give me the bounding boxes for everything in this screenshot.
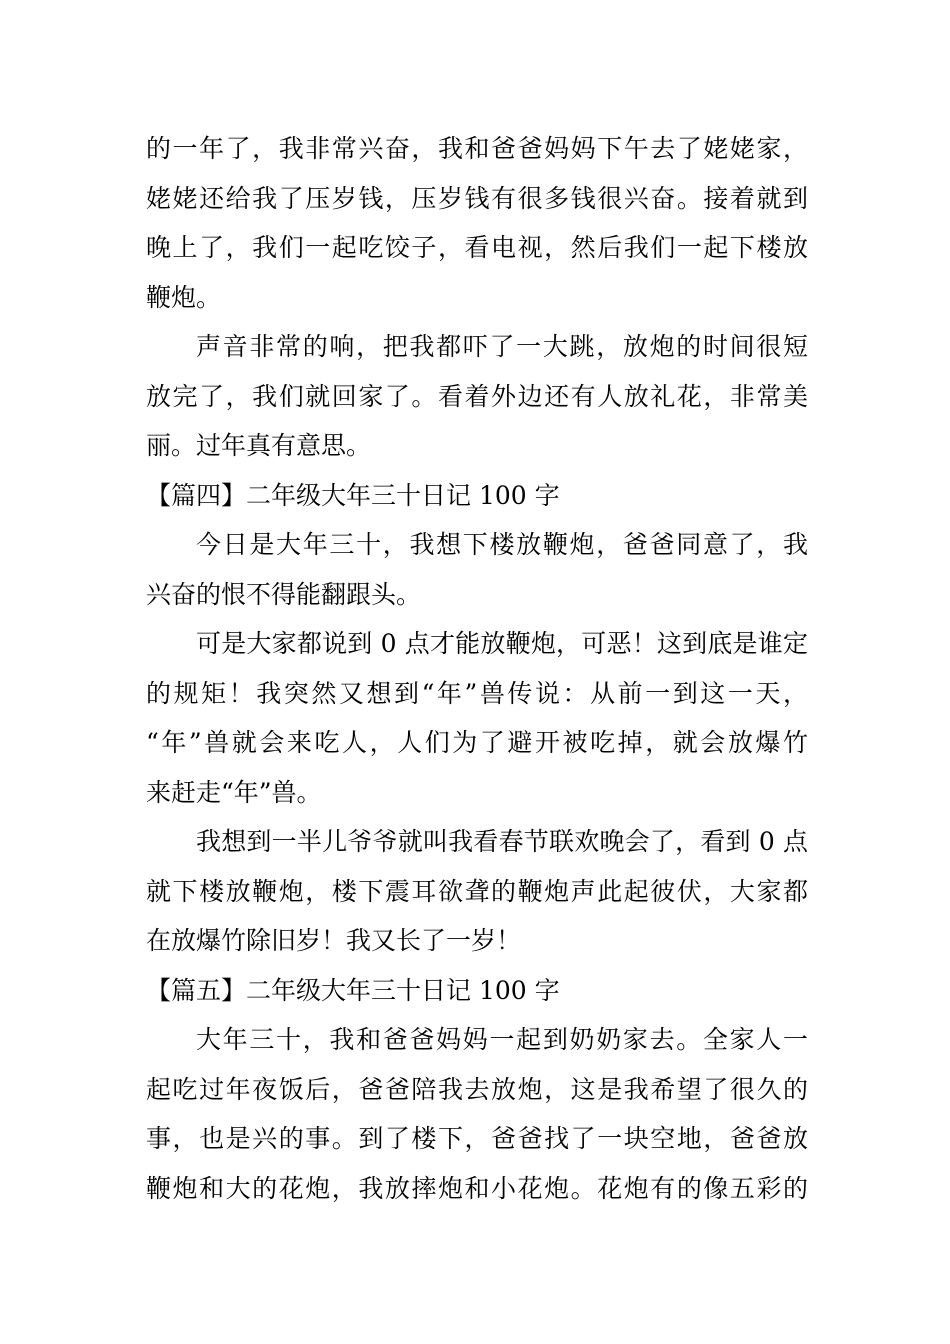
text-line: “年”兽就会来吃人，人们为了避开被吃掉，就会放爆竹 bbox=[146, 728, 808, 757]
text-line: 的规矩！我突然又想到“年”兽传说：从前一到这一天， bbox=[146, 678, 808, 708]
text-line: 在放爆竹除旧岁！我又长了一岁！ bbox=[146, 926, 522, 955]
paragraph-first-line: 我想到一半儿爷爷就叫我看春节联欢晚会了，看到 0 点 bbox=[196, 827, 808, 856]
text-line: 丽。过年真有意思。 bbox=[146, 431, 372, 460]
paragraph-first-line: 今日是大年三十，我想下楼放鞭炮，爸爸同意了，我 bbox=[196, 530, 808, 559]
paragraph-first-line: 声音非常的响，把我都吓了一大跳，放炮的时间很短 bbox=[196, 332, 808, 361]
document-body bbox=[146, 124, 808, 1213]
text-line: 兴奋的恨不得能翻跟头。 bbox=[146, 579, 422, 609]
paragraph-first-line: 大年三十，我和爸爸妈妈一起到奶奶家去。全家人一 bbox=[196, 1025, 808, 1054]
text-line: 事，也是兴的事。到了楼下，爸爸找了一块空地，爸爸放 bbox=[146, 1124, 808, 1153]
paragraph-first-line: 可是大家都说到 0 点才能放鞭炮，可恶！这到底是谁定 bbox=[196, 629, 808, 658]
text-line: 就下楼放鞭炮，楼下震耳欲聋的鞭炮声此起彼伏，大家都 bbox=[146, 876, 808, 906]
text-line: 晚上了，我们一起吃饺子，看电视，然后我们一起下楼放 bbox=[146, 233, 808, 262]
text-line: 起吃过年夜饭后，爸爸陪我去放炮，这是我希望了很久的 bbox=[146, 1074, 808, 1104]
text-line: 姥姥还给我了压岁钱，压岁钱有很多钱很兴奋。接着就到 bbox=[146, 183, 808, 213]
text-line: 鞭炮。 bbox=[146, 282, 222, 312]
text-line: 来赶走“年”兽。 bbox=[146, 777, 322, 807]
section-heading: 【篇四】二年级大年三十日记 100 字 bbox=[146, 480, 560, 510]
section-heading: 【篇五】二年级大年三十日记 100 字 bbox=[146, 975, 560, 1005]
text-line: 放完了，我们就回家了。看着外边还有人放礼花，非常美 bbox=[146, 381, 808, 411]
text-line: 鞭炮和大的花炮，我放摔炮和小花炮。花炮有的像五彩的 bbox=[146, 1173, 808, 1203]
text-line: 的一年了，我非常兴奋，我和爸爸妈妈下午去了姥姥家， bbox=[146, 134, 808, 163]
